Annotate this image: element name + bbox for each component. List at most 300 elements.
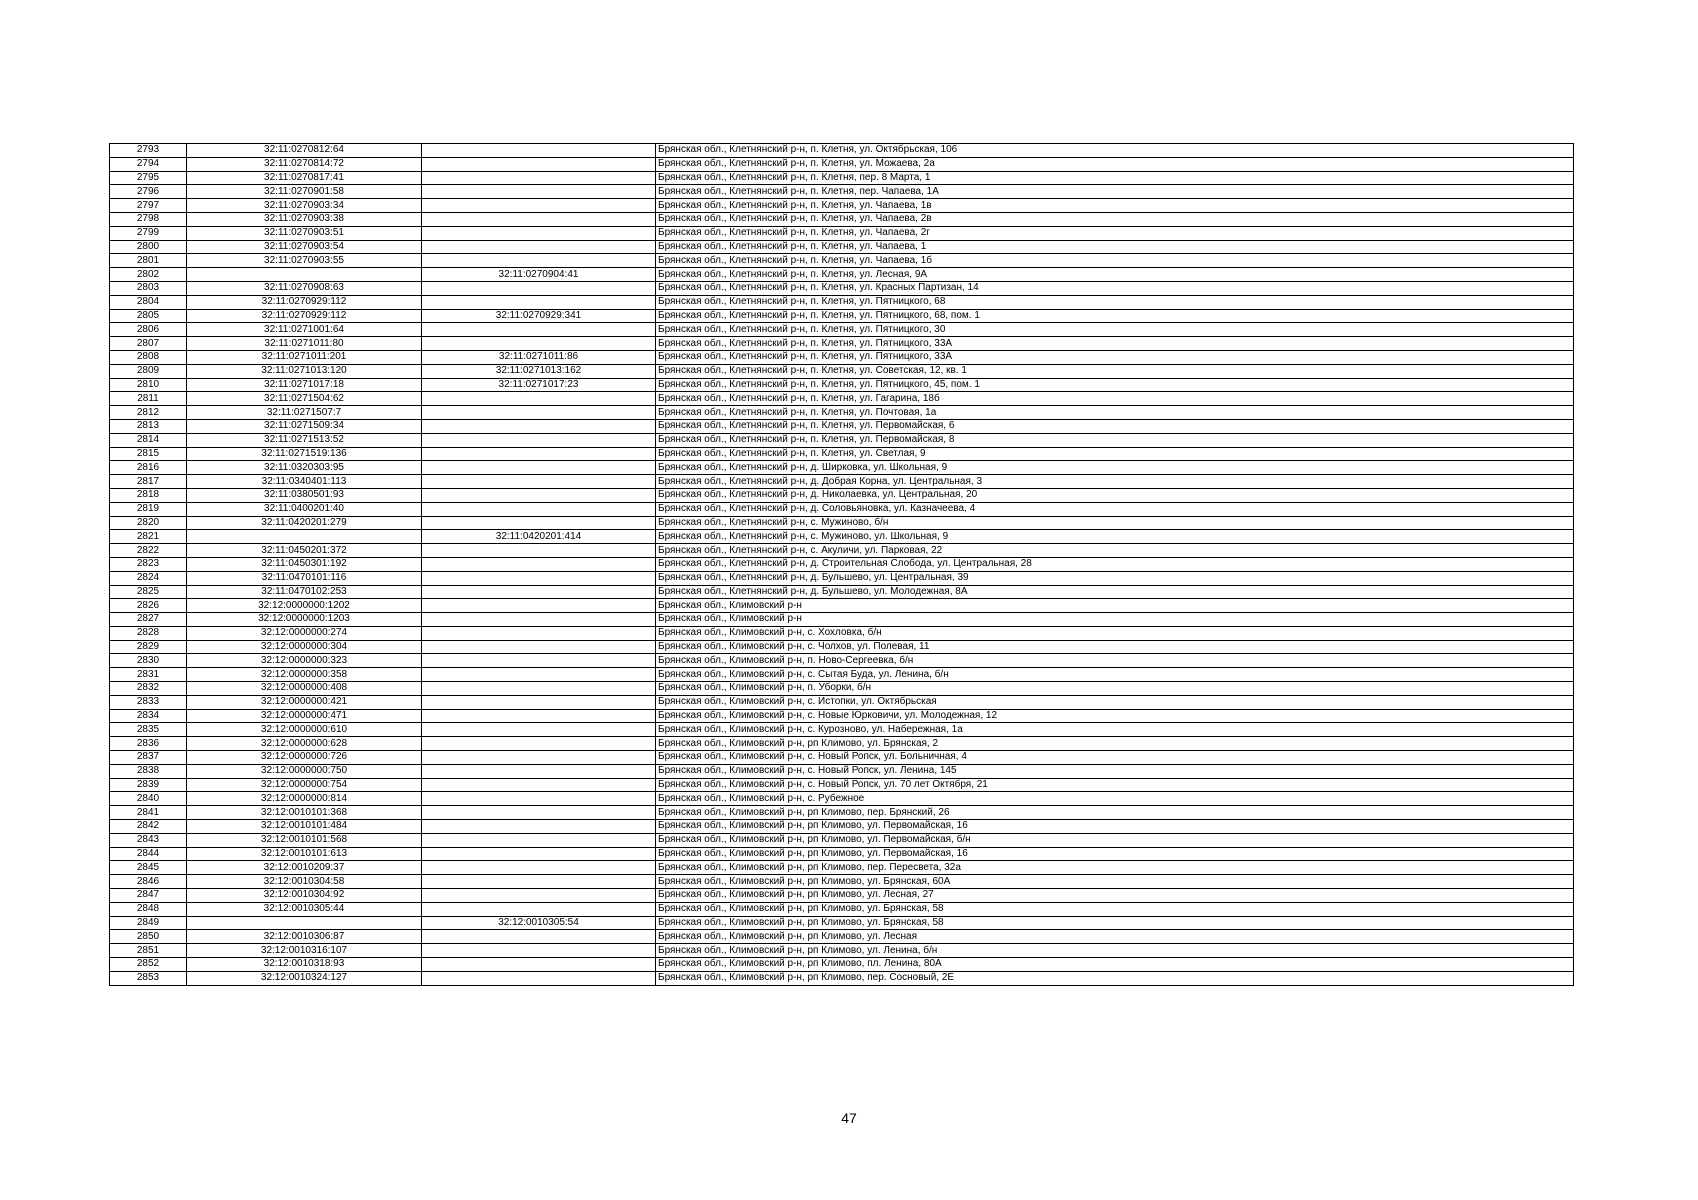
address-cell: Брянская обл., Клетнянский р-н, п. Клетня, ул. Пятницкого, 68, пом. 1 (656, 309, 1574, 323)
address-cell: Брянская обл., Клетнянский р-н, п. Клетня, ул. Пятницкого, 30 (656, 323, 1574, 337)
parent-cadastral-number-cell (422, 889, 656, 903)
address-cell: Брянская обл., Клетнянский р-н, д. Соловьяновка, ул. Казначеева, 4 (656, 502, 1574, 516)
table-row (110, 212, 1574, 226)
row-number-cell: 2852 (110, 958, 187, 972)
cadastral-number-cell: 32:11:0270903:54 (187, 240, 422, 254)
table-row (110, 585, 1574, 599)
cadastral-number-cell: 32:11:0271507:7 (187, 406, 422, 420)
table-row (110, 295, 1574, 309)
table-row (110, 847, 1574, 861)
address-cell: Брянская обл., Клетнянский р-н, д. Бульшево, ул. Центральная, 39 (656, 571, 1574, 585)
parent-cadastral-number-cell (422, 668, 656, 682)
address-cell: Брянская обл., Клетнянский р-н, п. Клетня, ул. Октябрьская, 106 (656, 144, 1574, 158)
address-cell: Брянская обл., Климовский р-н, рп Климово, ул. Брянская, 60А (656, 875, 1574, 889)
cadastral-number-cell: 32:11:0271513:52 (187, 433, 422, 447)
cadastral-number-cell: 32:11:0400201:40 (187, 502, 422, 516)
row-number-cell: 2814 (110, 433, 187, 447)
row-number-cell: 2838 (110, 764, 187, 778)
cadastral-number-cell: 32:12:0000000:754 (187, 778, 422, 792)
parent-cadastral-number-cell (422, 199, 656, 213)
address-cell: Брянская обл., Климовский р-н, с. Сытая Буда, ул. Ленина, б/н (656, 668, 1574, 682)
address-cell: Брянская обл., Клетнянский р-н, п. Клетня, ул. Пятницкого, 68 (656, 295, 1574, 309)
parent-cadastral-number-cell (422, 626, 656, 640)
table-row (110, 364, 1574, 378)
row-number-cell: 2827 (110, 613, 187, 627)
table-row (110, 254, 1574, 268)
table-row (110, 654, 1574, 668)
row-number-cell: 2826 (110, 599, 187, 613)
row-number-cell: 2819 (110, 502, 187, 516)
address-cell: Брянская обл., Клетнянский р-н, с. Мужиново, ул. Школьная, 9 (656, 530, 1574, 544)
row-number-cell: 2824 (110, 571, 187, 585)
cadastral-number-cell: 32:11:0270903:55 (187, 254, 422, 268)
address-cell: Брянская обл., Климовский р-н (656, 599, 1574, 613)
row-number-cell: 2813 (110, 419, 187, 433)
table-row (110, 475, 1574, 489)
row-number-cell: 2841 (110, 806, 187, 820)
table-row (110, 709, 1574, 723)
address-cell: Брянская обл., Клетнянский р-н, д. Строительная Слобода, ул. Центральная, 28 (656, 557, 1574, 571)
cadastral-number-cell: 32:12:0010101:613 (187, 847, 422, 861)
cadastral-number-cell: 32:11:0320303:95 (187, 461, 422, 475)
cadastral-number-cell: 32:11:0270903:34 (187, 199, 422, 213)
row-number-cell: 2844 (110, 847, 187, 861)
parent-cadastral-number-cell (422, 516, 656, 530)
row-number-cell: 2833 (110, 695, 187, 709)
row-number-cell: 2795 (110, 171, 187, 185)
cadastral-number-cell: 32:12:0010101:368 (187, 806, 422, 820)
address-cell: Брянская обл., Клетнянский р-н, д. Добрая Корна, ул. Центральная, 3 (656, 475, 1574, 489)
parent-cadastral-number-cell (422, 557, 656, 571)
parent-cadastral-number-cell (422, 488, 656, 502)
cadastral-number-cell: 32:11:0270903:51 (187, 226, 422, 240)
address-cell: Брянская обл., Клетнянский р-н, п. Клетня, ул. Советская, 12, кв. 1 (656, 364, 1574, 378)
table-row (110, 613, 1574, 627)
table-row (110, 571, 1574, 585)
parent-cadastral-number-cell (422, 585, 656, 599)
table-row (110, 281, 1574, 295)
address-cell: Брянская обл., Клетнянский р-н, п. Клетня, ул. Пятницкого, 45, пом. 1 (656, 378, 1574, 392)
parent-cadastral-number-cell (422, 778, 656, 792)
parent-cadastral-number-cell: 32:11:0271017:23 (422, 378, 656, 392)
address-cell: Брянская обл., Клетнянский р-н, п. Клетня, ул. Первомайская, 8 (656, 433, 1574, 447)
parent-cadastral-number-cell (422, 944, 656, 958)
address-cell: Брянская обл., Климовский р-н, п. Уборки, б/н (656, 682, 1574, 696)
cadastral-number-cell: 32:12:0010316:107 (187, 944, 422, 958)
cadastral-number-cell: 32:11:0470101:116 (187, 571, 422, 585)
parent-cadastral-number-cell (422, 447, 656, 461)
row-number-cell: 2843 (110, 833, 187, 847)
parent-cadastral-number-cell: 32:11:0270929:341 (422, 309, 656, 323)
table-row (110, 971, 1574, 985)
row-number-cell: 2804 (110, 295, 187, 309)
address-cell: Брянская обл., Клетнянский р-н, д. Ширковка, ул. Школьная, 9 (656, 461, 1574, 475)
table-row (110, 764, 1574, 778)
address-cell: Брянская обл., Климовский р-н, рп Климово, ул. Первомайская, б/н (656, 833, 1574, 847)
table-row (110, 337, 1574, 351)
row-number-cell: 2839 (110, 778, 187, 792)
address-cell: Брянская обл., Климовский р-н, с. Хохловка, б/н (656, 626, 1574, 640)
address-cell: Брянская обл., Клетнянский р-н, п. Клетня, ул. Чапаева, 1в (656, 199, 1574, 213)
table-row (110, 530, 1574, 544)
address-cell: Брянская обл., Клетнянский р-н, п. Клетня, пер. 8 Марта, 1 (656, 171, 1574, 185)
row-number-cell: 2851 (110, 944, 187, 958)
table-row (110, 820, 1574, 834)
address-cell: Брянская обл., Клетнянский р-н, п. Клетня, пер. Чапаева, 1А (656, 185, 1574, 199)
row-number-cell: 2797 (110, 199, 187, 213)
row-number-cell: 2821 (110, 530, 187, 544)
row-number-cell: 2805 (110, 309, 187, 323)
cadastral-number-cell: 32:11:0420201:279 (187, 516, 422, 530)
table-row (110, 502, 1574, 516)
row-number-cell: 2853 (110, 971, 187, 985)
address-cell: Брянская обл., Климовский р-н (656, 613, 1574, 627)
parent-cadastral-number-cell (422, 861, 656, 875)
parent-cadastral-number-cell: 32:11:0271011:86 (422, 350, 656, 364)
parent-cadastral-number-cell (422, 571, 656, 585)
row-number-cell: 2828 (110, 626, 187, 640)
table-row (110, 737, 1574, 751)
row-number-cell: 2842 (110, 820, 187, 834)
cadastral-number-cell: 32:12:0010209:37 (187, 861, 422, 875)
row-number-cell: 2836 (110, 737, 187, 751)
parent-cadastral-number-cell (422, 792, 656, 806)
page-number: 47 (841, 1110, 857, 1126)
parent-cadastral-number-cell (422, 737, 656, 751)
cadastral-number-cell: 32:12:0000000:628 (187, 737, 422, 751)
table-row (110, 668, 1574, 682)
parent-cadastral-number-cell (422, 281, 656, 295)
address-cell: Брянская обл., Климовский р-н, с. Рубежное (656, 792, 1574, 806)
cadastral-number-cell: 32:12:0000000:1203 (187, 613, 422, 627)
parent-cadastral-number-cell: 32:11:0271013:162 (422, 364, 656, 378)
table-row (110, 144, 1574, 158)
cadastral-number-cell: 32:12:0000000:323 (187, 654, 422, 668)
table-row (110, 157, 1574, 171)
row-number-cell: 2816 (110, 461, 187, 475)
address-cell: Брянская обл., Клетнянский р-н, п. Клетня, ул. Лесная, 9А (656, 268, 1574, 282)
parent-cadastral-number-cell (422, 475, 656, 489)
parent-cadastral-number-cell: 32:11:0420201:414 (422, 530, 656, 544)
address-cell: Брянская обл., Климовский р-н, с. Новый Ропск, ул. 70 лет Октября, 21 (656, 778, 1574, 792)
table-row (110, 861, 1574, 875)
table-row (110, 930, 1574, 944)
table-row (110, 751, 1574, 765)
row-number-cell: 2837 (110, 751, 187, 765)
address-cell: Брянская обл., Климовский р-н, рп Климово, пер. Пересвета, 32а (656, 861, 1574, 875)
row-number-cell: 2815 (110, 447, 187, 461)
address-cell: Брянская обл., Клетнянский р-н, п. Клетня, ул. Светлая, 9 (656, 447, 1574, 461)
cadastral-number-cell: 32:12:0010101:484 (187, 820, 422, 834)
cadastral-number-cell: 32:11:0340401:113 (187, 475, 422, 489)
cadastral-number-cell: 32:11:0270929:112 (187, 295, 422, 309)
row-number-cell: 2822 (110, 544, 187, 558)
row-number-cell: 2806 (110, 323, 187, 337)
cadastral-number-cell: 32:11:0271519:136 (187, 447, 422, 461)
table-row (110, 433, 1574, 447)
cadastral-number-cell: 32:12:0000000:358 (187, 668, 422, 682)
row-number-cell: 2799 (110, 226, 187, 240)
cadastral-number-cell: 32:12:0000000:726 (187, 751, 422, 765)
cadastral-number-cell: 32:11:0470102:253 (187, 585, 422, 599)
row-number-cell: 2796 (110, 185, 187, 199)
cadastral-number-cell: 32:11:0271017:18 (187, 378, 422, 392)
table-row (110, 419, 1574, 433)
row-number-cell: 2803 (110, 281, 187, 295)
table-row (110, 833, 1574, 847)
cadastral-number-cell: 32:11:0270908:63 (187, 281, 422, 295)
table-row (110, 488, 1574, 502)
address-cell: Брянская обл., Климовский р-н, с. Истопки, ул. Октябрьская (656, 695, 1574, 709)
table-row (110, 199, 1574, 213)
table-row (110, 557, 1574, 571)
parent-cadastral-number-cell (422, 144, 656, 158)
address-cell: Брянская обл., Климовский р-н, рп Климово, пер. Сосновый, 2Е (656, 971, 1574, 985)
parent-cadastral-number-cell (422, 695, 656, 709)
address-cell: Брянская обл., Климовский р-н, рп Климово, ул. Первомайская, 16 (656, 820, 1574, 834)
address-cell: Брянская обл., Клетнянский р-н, д. Бульшево, ул. Молодежная, 8А (656, 585, 1574, 599)
table-row (110, 916, 1574, 930)
table-row (110, 171, 1574, 185)
cadastral-number-cell: 32:11:0450301:192 (187, 557, 422, 571)
parent-cadastral-number-cell (422, 682, 656, 696)
table-row (110, 447, 1574, 461)
parent-cadastral-number-cell (422, 806, 656, 820)
address-cell: Брянская обл., Клетнянский р-н, п. Клетня, ул. Чапаева, 2г (656, 226, 1574, 240)
table-row (110, 378, 1574, 392)
table-row (110, 461, 1574, 475)
row-number-cell: 2840 (110, 792, 187, 806)
parent-cadastral-number-cell (422, 240, 656, 254)
cadastral-number-cell: 32:11:0270812:64 (187, 144, 422, 158)
cadastral-number-cell: 32:11:0271001:64 (187, 323, 422, 337)
cadastral-number-cell: 32:11:0270929:112 (187, 309, 422, 323)
parent-cadastral-number-cell (422, 295, 656, 309)
parent-cadastral-number-cell (422, 212, 656, 226)
address-cell: Брянская обл., Клетнянский р-н, п. Клетня, ул. Пятницкого, 33А (656, 350, 1574, 364)
cadastral-number-cell: 32:12:0000000:471 (187, 709, 422, 723)
cadastral-number-cell: 32:12:0000000:274 (187, 626, 422, 640)
cadastral-number-cell: 32:11:0450201:372 (187, 544, 422, 558)
parent-cadastral-number-cell (422, 902, 656, 916)
cadastral-number-cell: 32:12:0010304:58 (187, 875, 422, 889)
table-row (110, 640, 1574, 654)
address-cell: Брянская обл., Клетнянский р-н, п. Клетня, ул. Чапаева, 2в (656, 212, 1574, 226)
property-table (109, 143, 1574, 986)
row-number-cell: 2807 (110, 337, 187, 351)
table-row (110, 350, 1574, 364)
address-cell: Брянская обл., Климовский р-н, рп Климово, пл. Ленина, 80А (656, 958, 1574, 972)
address-cell: Брянская обл., Клетнянский р-н, п. Клетня, ул. Можаева, 2а (656, 157, 1574, 171)
address-cell: Брянская обл., Климовский р-н, рп Климово, ул. Первомайская, 16 (656, 847, 1574, 861)
row-number-cell: 2794 (110, 157, 187, 171)
cadastral-number-cell: 32:12:0000000:610 (187, 723, 422, 737)
row-number-cell: 2831 (110, 668, 187, 682)
address-cell: Брянская обл., Клетнянский р-н, п. Клетня, ул. Чапаева, 1 (656, 240, 1574, 254)
table-row (110, 778, 1574, 792)
address-cell: Брянская обл., Клетнянский р-н, п. Клетня, ул. Гагарина, 18б (656, 392, 1574, 406)
cadastral-number-cell (187, 916, 422, 930)
parent-cadastral-number-cell (422, 971, 656, 985)
row-number-cell: 2850 (110, 930, 187, 944)
cadastral-number-cell: 32:11:0270903:38 (187, 212, 422, 226)
parent-cadastral-number-cell (422, 640, 656, 654)
row-number-cell: 2793 (110, 144, 187, 158)
row-number-cell: 2802 (110, 268, 187, 282)
parent-cadastral-number-cell (422, 544, 656, 558)
row-number-cell: 2808 (110, 350, 187, 364)
parent-cadastral-number-cell (422, 723, 656, 737)
parent-cadastral-number-cell (422, 847, 656, 861)
cadastral-number-cell (187, 530, 422, 544)
row-number-cell: 2811 (110, 392, 187, 406)
table-row (110, 323, 1574, 337)
row-number-cell: 2823 (110, 557, 187, 571)
address-cell: Брянская обл., Климовский р-н, рп Климово, пер. Брянский, 26 (656, 806, 1574, 820)
row-number-cell: 2835 (110, 723, 187, 737)
table-row (110, 392, 1574, 406)
row-number-cell: 2825 (110, 585, 187, 599)
parent-cadastral-number-cell (422, 958, 656, 972)
parent-cadastral-number-cell (422, 751, 656, 765)
parent-cadastral-number-cell (422, 171, 656, 185)
parent-cadastral-number-cell (422, 613, 656, 627)
parent-cadastral-number-cell (422, 323, 656, 337)
table-row (110, 226, 1574, 240)
parent-cadastral-number-cell (422, 833, 656, 847)
row-number-cell: 2812 (110, 406, 187, 420)
cadastral-number-cell: 32:11:0271509:34 (187, 419, 422, 433)
table-row (110, 958, 1574, 972)
parent-cadastral-number-cell: 32:12:0010305:54 (422, 916, 656, 930)
row-number-cell: 2829 (110, 640, 187, 654)
cadastral-number-cell (187, 268, 422, 282)
address-cell: Брянская обл., Клетнянский р-н, д. Николаевка, ул. Центральная, 20 (656, 488, 1574, 502)
address-cell: Брянская обл., Клетнянский р-н, п. Клетня, ул. Первомайская, 6 (656, 419, 1574, 433)
row-number-cell: 2848 (110, 902, 187, 916)
row-number-cell: 2798 (110, 212, 187, 226)
table-row (110, 682, 1574, 696)
cadastral-number-cell: 32:12:0010324:127 (187, 971, 422, 985)
cadastral-number-cell: 32:12:0010305:44 (187, 902, 422, 916)
parent-cadastral-number-cell (422, 502, 656, 516)
cadastral-number-cell: 32:12:0000000:304 (187, 640, 422, 654)
table-row (110, 944, 1574, 958)
cadastral-number-cell: 32:11:0270814:72 (187, 157, 422, 171)
table-row (110, 875, 1574, 889)
address-cell: Брянская обл., Клетнянский р-н, п. Клетня, ул. Чапаева, 1б (656, 254, 1574, 268)
table-row (110, 889, 1574, 903)
table-row (110, 723, 1574, 737)
cadastral-number-cell: 32:11:0271013:120 (187, 364, 422, 378)
row-number-cell: 2849 (110, 916, 187, 930)
parent-cadastral-number-cell (422, 254, 656, 268)
address-cell: Брянская обл., Клетнянский р-н, п. Клетня, ул. Красных Партизан, 14 (656, 281, 1574, 295)
parent-cadastral-number-cell (422, 930, 656, 944)
row-number-cell: 2818 (110, 488, 187, 502)
parent-cadastral-number-cell (422, 185, 656, 199)
row-number-cell: 2810 (110, 378, 187, 392)
row-number-cell: 2845 (110, 861, 187, 875)
address-cell: Брянская обл., Климовский р-н, п. Ново-Сергеевка, б/н (656, 654, 1574, 668)
table-row (110, 516, 1574, 530)
cadastral-number-cell: 32:11:0271504:62 (187, 392, 422, 406)
parent-cadastral-number-cell (422, 461, 656, 475)
parent-cadastral-number-cell (422, 226, 656, 240)
parent-cadastral-number-cell (422, 406, 656, 420)
address-cell: Брянская обл., Климовский р-н, рп Климово, ул. Лесная, 27 (656, 889, 1574, 903)
table-row (110, 792, 1574, 806)
parent-cadastral-number-cell (422, 709, 656, 723)
property-table-body (110, 144, 1574, 986)
address-cell: Брянская обл., Климовский р-н, рп Климово, ул. Ленина, б/н (656, 944, 1574, 958)
address-cell: Брянская обл., Климовский р-н, рп Климово, ул. Лесная (656, 930, 1574, 944)
parent-cadastral-number-cell: 32:11:0270904:41 (422, 268, 656, 282)
address-cell: Брянская обл., Климовский р-н, рп Климово, ул. Брянская, 58 (656, 916, 1574, 930)
table-row (110, 902, 1574, 916)
cadastral-number-cell: 32:12:0000000:421 (187, 695, 422, 709)
parent-cadastral-number-cell (422, 419, 656, 433)
parent-cadastral-number-cell (422, 392, 656, 406)
address-cell: Брянская обл., Климовский р-н, с. Курозново, ул. Набережная, 1а (656, 723, 1574, 737)
parent-cadastral-number-cell (422, 599, 656, 613)
address-cell: Брянская обл., Клетнянский р-н, с. Мужиново, б/н (656, 516, 1574, 530)
table-row (110, 268, 1574, 282)
table-row (110, 406, 1574, 420)
cadastral-number-cell: 32:12:0000000:750 (187, 764, 422, 778)
table-row (110, 599, 1574, 613)
cadastral-number-cell: 32:11:0270817:41 (187, 171, 422, 185)
table-row (110, 240, 1574, 254)
parent-cadastral-number-cell (422, 157, 656, 171)
parent-cadastral-number-cell (422, 875, 656, 889)
cadastral-number-cell: 32:12:0010318:93 (187, 958, 422, 972)
row-number-cell: 2847 (110, 889, 187, 903)
parent-cadastral-number-cell (422, 654, 656, 668)
address-cell: Брянская обл., Клетнянский р-н, с. Акуличи, ул. Парковая, 22 (656, 544, 1574, 558)
cadastral-number-cell: 32:12:0010304:92 (187, 889, 422, 903)
address-cell: Брянская обл., Клетнянский р-н, п. Клетня, ул. Пятницкого, 33А (656, 337, 1574, 351)
address-cell: Брянская обл., Климовский р-н, рп Климово, ул. Брянская, 2 (656, 737, 1574, 751)
row-number-cell: 2830 (110, 654, 187, 668)
row-number-cell: 2820 (110, 516, 187, 530)
cadastral-number-cell: 32:11:0270901:58 (187, 185, 422, 199)
row-number-cell: 2846 (110, 875, 187, 889)
cadastral-number-cell: 32:12:0000000:814 (187, 792, 422, 806)
row-number-cell: 2801 (110, 254, 187, 268)
address-cell: Брянская обл., Клетнянский р-н, п. Клетня, ул. Почтовая, 1а (656, 406, 1574, 420)
cadastral-number-cell: 32:11:0271011:201 (187, 350, 422, 364)
row-number-cell: 2800 (110, 240, 187, 254)
cadastral-number-cell: 32:12:0000000:408 (187, 682, 422, 696)
cadastral-number-cell: 32:12:0010101:568 (187, 833, 422, 847)
address-cell: Брянская обл., Климовский р-н, с. Новый Ропск, ул. Больничная, 4 (656, 751, 1574, 765)
table-row (110, 185, 1574, 199)
cadastral-number-cell: 32:12:0010306:87 (187, 930, 422, 944)
table-row (110, 544, 1574, 558)
row-number-cell: 2834 (110, 709, 187, 723)
table-row (110, 626, 1574, 640)
address-cell: Брянская обл., Климовский р-н, с. Чолхов, ул. Полевая, 11 (656, 640, 1574, 654)
parent-cadastral-number-cell (422, 337, 656, 351)
address-cell: Брянская обл., Климовский р-н, рп Климово, ул. Брянская, 58 (656, 902, 1574, 916)
row-number-cell: 2817 (110, 475, 187, 489)
parent-cadastral-number-cell (422, 820, 656, 834)
row-number-cell: 2809 (110, 364, 187, 378)
cadastral-number-cell: 32:12:0000000:1202 (187, 599, 422, 613)
row-number-cell: 2832 (110, 682, 187, 696)
cadastral-number-cell: 32:11:0271011:80 (187, 337, 422, 351)
